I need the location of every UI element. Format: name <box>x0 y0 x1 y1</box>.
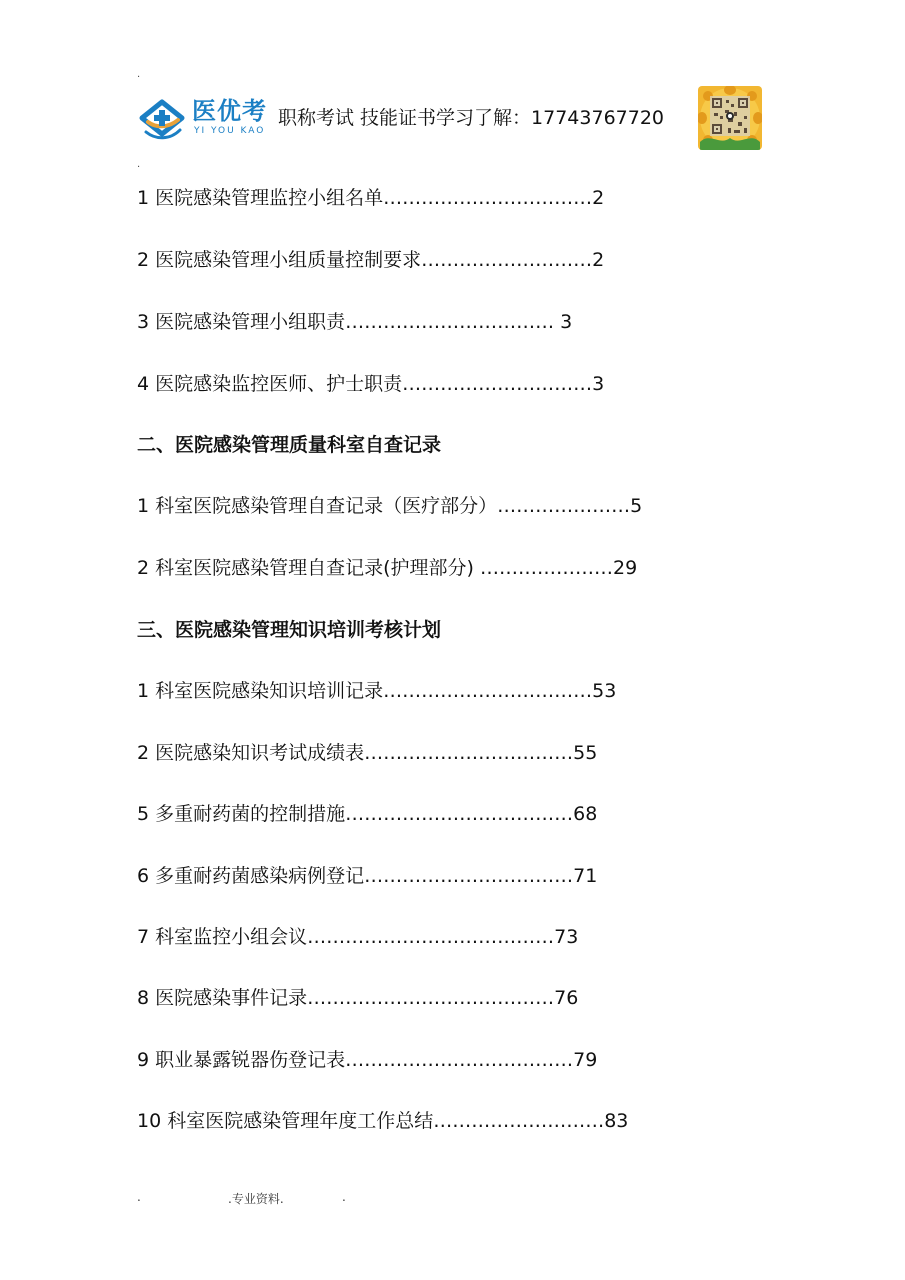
footer-left-dot: . <box>137 1190 141 1204</box>
toc-item: 5 多重耐药菌的控制措施………………………………68 <box>137 803 598 825</box>
top-dot-mark: . <box>137 159 141 170</box>
toc-item: 1 医院感染管理监控小组名单……………………………2 <box>137 187 605 209</box>
toc-item: 10 科室医院感染管理年度工作总结………………………83 <box>137 1110 629 1132</box>
toc-item: 3 医院感染管理小组职责…………………………… 3 <box>137 311 573 333</box>
toc-section-heading: 三、医院感染管理知识培训考核计划 <box>137 619 442 641</box>
toc-item: 9 职业暴露锐器伤登记表………………………………79 <box>137 1049 598 1071</box>
toc-item: 7 科室监控小组会议…………………………………73 <box>137 926 579 948</box>
footer-label: .专业资料. <box>228 1192 284 1206</box>
toc-item: 4 医院感染监控医师、护士职责…………………………3 <box>137 373 605 395</box>
header-contact-text: 职称考试 技能证书学习了解：17743767720 <box>278 107 665 129</box>
toc-item: 2 医院感染知识考试成绩表……………………………55 <box>137 742 598 764</box>
toc-section-heading: 二、医院感染管理质量科室自查记录 <box>137 434 442 456</box>
top-dot-mark: . <box>137 69 141 80</box>
toc-item: 2 医院感染管理小组质量控制要求………………………2 <box>137 249 605 271</box>
logo-wordmark: 医优考 <box>192 97 267 125</box>
header-banner <box>138 92 768 152</box>
logo-icon <box>138 96 186 142</box>
logo-subtitle: YI YOU KAO <box>194 126 266 136</box>
toc-item: 2 科室医院感染管理自查记录(护理部分) …………………29 <box>137 557 638 579</box>
toc-item: 8 医院感染事件记录…………………………………76 <box>137 987 579 1009</box>
toc-item: 1 科室医院感染管理自查记录（医疗部分）…………………5 <box>137 495 643 517</box>
toc-item: 6 多重耐药菌感染病例登记……………………………71 <box>137 865 598 887</box>
footer-right-dot: . <box>342 1190 346 1204</box>
qr-code-image <box>698 86 762 150</box>
toc-item: 1 科室医院感染知识培训记录……………………………53 <box>137 680 617 702</box>
